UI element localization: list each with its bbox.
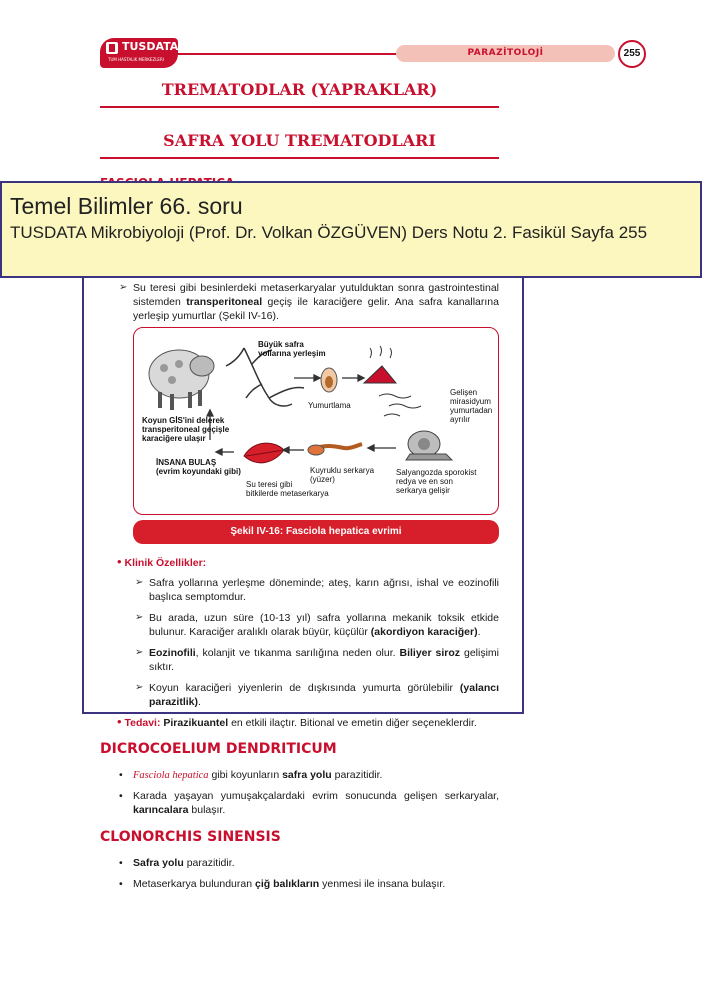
intro-text-bold: transperitoneal: [186, 296, 263, 308]
header-rule: [170, 53, 398, 55]
clinical-item: [135, 681, 499, 709]
bullet-dot-icon: •: [119, 878, 123, 890]
dicro-bold: safra yolu: [282, 769, 332, 781]
clinical-item-bold: Eozinofili: [149, 647, 196, 659]
clonorchis-bullet-2: [119, 877, 499, 891]
clinical-item-text: Safra yollarına yerleşme döneminde; ateş, karın ağrısı, ishal ve eozinofili başlıca semptomdur.: [149, 577, 499, 603]
clonorchis-title: CLONORCHIS SINENSIS: [100, 829, 281, 845]
sub-title: SAFRA YOLU TREMATODLARI: [163, 131, 436, 150]
figure-caption: Şekil IV-16: Fasciola hepatica evrimi: [133, 520, 499, 544]
clinical-item-bold: Biliyer siroz: [399, 647, 461, 659]
cercaria-icon: [308, 444, 362, 455]
clinical-item-text: Bu arada, uzun süre (10-13 yıl) safra yollarına mekanik toksik etkide bulunur. Karaciğer aralıklı olarak büyür, küçülür: [149, 612, 499, 638]
bullet-dot-icon: •: [119, 857, 123, 869]
main-title-rule: [100, 106, 499, 108]
bullet-dot-icon: •: [119, 790, 123, 802]
sheep-icon: [149, 350, 214, 410]
treatment-drug: Pirazikuantel: [163, 717, 229, 729]
clinical-item-text: , kolanjit ve tıkanma sarılığına neden olur.: [195, 647, 400, 659]
label-egg-laying: Yumurtlama: [308, 401, 351, 410]
clonorchis-bullet-1: [119, 856, 499, 870]
note-subtitle: TUSDATA Mikrobiyoloji (Prof. Dr. Volkan ÖZGÜVEN) Ders Notu 2. Fasikül Sayfa 255: [10, 223, 648, 242]
bullet-dot-icon: •: [119, 769, 123, 781]
clono-text: parazitidir.: [183, 857, 235, 869]
section-label: PARAZİTOLOJİ: [396, 45, 615, 62]
intro-text-pre: Su teresi gibi besinlerdeki metaserkaryalar yutulduktan sonra gastrointestinal sistemden: [133, 282, 499, 308]
clinical-item-bold: (akordiyon karaciğer): [370, 626, 478, 638]
logo-mark-icon: [106, 42, 118, 54]
dicrocoelium-bullet-1: [119, 768, 499, 783]
clono-bold: Safra yolu: [133, 857, 184, 869]
arrow-bullet-icon: ➢: [135, 577, 144, 588]
arrow-bullet-icon: ➢: [135, 682, 144, 693]
miracidium-icon: [364, 346, 396, 383]
tusdata-logo: [100, 38, 178, 68]
arrow-bullet-icon: ➢: [135, 612, 144, 623]
intro-bullet: [119, 281, 499, 323]
dicrocoelium-title: DICROCOELIUM DENDRITICUM: [100, 741, 337, 757]
treatment-label: Tedavi:: [124, 717, 161, 729]
label-bile-ducts: Büyük safra yollarına yerleşim: [258, 340, 326, 358]
label-cercaria: Kuyruklu serkarya (yüzer): [310, 466, 375, 484]
clinical-item: [135, 611, 499, 639]
treatment-line: [117, 715, 507, 730]
dicro-text: bulaşır.: [188, 804, 226, 816]
label-metacercaria: Su teresi gibi bitkilerde metaserkarya: [246, 480, 329, 498]
clinical-item: [135, 646, 499, 674]
logo-text: TUSDATA: [122, 40, 179, 53]
arrow-bullet-icon: ➢: [135, 647, 144, 658]
treatment-rest: en etkili ilaçtır. Bitional ve emetin diğer seçeneklerdir.: [228, 717, 477, 729]
water-waves-icon: [379, 394, 421, 416]
note-title: Temel Bilimler 66. soru: [10, 193, 243, 219]
dicro-bold: karıncalara: [133, 804, 189, 816]
species-italic: Fasciola hepatica: [133, 770, 209, 781]
dicrocoelium-bullet-2: [119, 789, 499, 817]
intro-text-post: geçiş ile karaciğere gelir. Ana safra kanallarına yerleşip yumurtlar (Şekil IV-16).: [133, 296, 499, 322]
bullet-dot-icon: •: [117, 714, 122, 729]
label-human-transmission: İNSANA BULAŞ (evrim koyundaki gibi): [156, 458, 241, 476]
clinical-heading-text: Klinik Özellikler:: [124, 557, 207, 569]
logo-subtext: TUM HASTALIK MERKEZLERI: [108, 57, 164, 62]
clono-text: yenmesi ile insana bulaşır.: [319, 878, 446, 890]
lifecycle-diagram: [133, 327, 499, 515]
sub-title-rule: [100, 157, 499, 159]
clinical-item-text: .: [198, 696, 201, 708]
clinical-item-bold: (yalancı parazitlik): [149, 682, 499, 708]
clinical-item: [135, 576, 499, 604]
dicro-text: parazitidir.: [331, 769, 383, 781]
clinical-heading: [117, 555, 206, 570]
label-sheep-gi: Koyun GİS'ini delerek transperitoneal geçişle karaciğere ulaşır: [142, 416, 230, 443]
watercress-icon: [244, 443, 284, 463]
arrow-bullet-icon: ➢: [119, 282, 128, 293]
clinical-item-text: Koyun karaciğeri yiyenlerin de dışkısında yumurta görülebilir: [149, 682, 460, 694]
dicro-text: Karada yaşayan yumuşakçalardaki evrim sonucunda gelişen serkaryalar,: [133, 790, 499, 802]
label-snail: Salyangozda sporokist redya ve en son serkarya gelişir: [396, 468, 477, 495]
label-miracidium: Gelişen mirasidyum yumurtadan ayrılır: [450, 388, 493, 424]
clono-bold: çiğ balıkların: [255, 878, 320, 890]
question-note: [0, 181, 702, 278]
snail-icon: [406, 431, 452, 460]
page-number: 255: [618, 40, 646, 68]
egg-icon: [321, 368, 337, 392]
clono-text: Metaserkarya bulunduran: [133, 878, 255, 890]
clinical-item-text: gelişimi sıktır.: [149, 647, 499, 673]
main-title: TREMATODLAR (YAPRAKLAR): [161, 80, 438, 99]
bullet-dot-icon: •: [117, 554, 122, 569]
dicro-text: gibi koyunların: [208, 769, 283, 781]
clinical-item-text: .: [477, 626, 481, 638]
